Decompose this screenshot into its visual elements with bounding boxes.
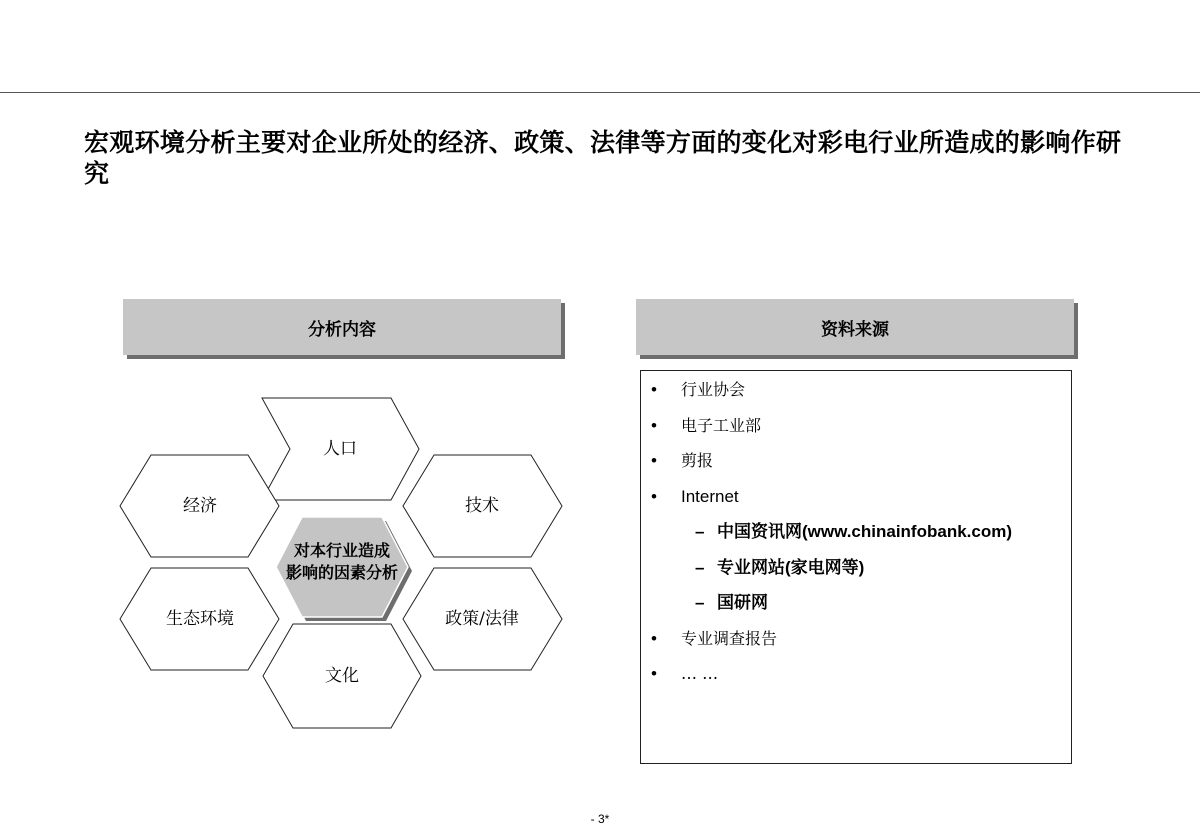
center-label-line-1: 对本行业造成 [293, 543, 390, 560]
top-rule [0, 92, 1200, 93]
list-item [641, 555, 1071, 591]
source-professional-websites: 专业网站(家电网等) [717, 557, 865, 577]
analysis-content-header [123, 299, 561, 355]
source-internet: Internet [681, 486, 739, 506]
page-number: - 3* [590, 812, 610, 826]
factor-economy: 经济 [183, 496, 217, 516]
list-item [641, 413, 1071, 449]
data-sources-box [640, 370, 1072, 764]
factor-policy-law: 政策/法律 [445, 609, 519, 629]
source-ellipsis: … … [681, 664, 719, 683]
dash-icon: – [695, 593, 705, 612]
factor-ecological-environment: 生态环境 [166, 609, 234, 629]
list-item [641, 590, 1071, 626]
center-label-line-2: 影响的因素分析 [285, 565, 398, 582]
data-sources-list [641, 377, 1071, 697]
factor-population: 人口 [323, 439, 357, 459]
bullet-icon: • [651, 628, 657, 648]
factor-culture: 文化 [325, 666, 359, 686]
bullet-icon: • [651, 415, 657, 435]
source-chinainfobank: 中国资讯网(www.chinainfobank.com) [717, 522, 1012, 541]
bullet-icon: • [651, 664, 657, 683]
list-item [641, 626, 1071, 662]
source-ministry-electronics: 电子工业部 [681, 415, 762, 435]
page-title: 宏观环境分析主要对企业所处的经济、政策、法律等方面的变化对彩电行业所造成的影响作研究 [84, 129, 1122, 188]
hexagon-factor-diagram [118, 392, 568, 732]
factor-technology: 技术 [465, 496, 499, 516]
list-item [641, 519, 1071, 555]
source-industry-association: 行业协会 [681, 380, 746, 399]
data-sources-header [636, 299, 1074, 355]
dash-icon: – [695, 522, 705, 541]
bullet-icon: • [651, 380, 657, 399]
source-survey-reports: 专业调查报告 [681, 628, 778, 648]
bullet-icon: • [651, 486, 657, 506]
list-item [641, 661, 1071, 697]
source-drcnet: 国研网 [717, 593, 768, 612]
list-item [641, 377, 1071, 413]
list-item [641, 448, 1071, 484]
data-sources-header-label: 资料来源 [821, 319, 889, 339]
list-item [641, 484, 1071, 520]
dash-icon: – [695, 557, 705, 577]
source-clippings: 剪报 [681, 451, 714, 470]
analysis-content-header-label: 分析内容 [308, 319, 376, 339]
bullet-icon: • [651, 451, 657, 470]
